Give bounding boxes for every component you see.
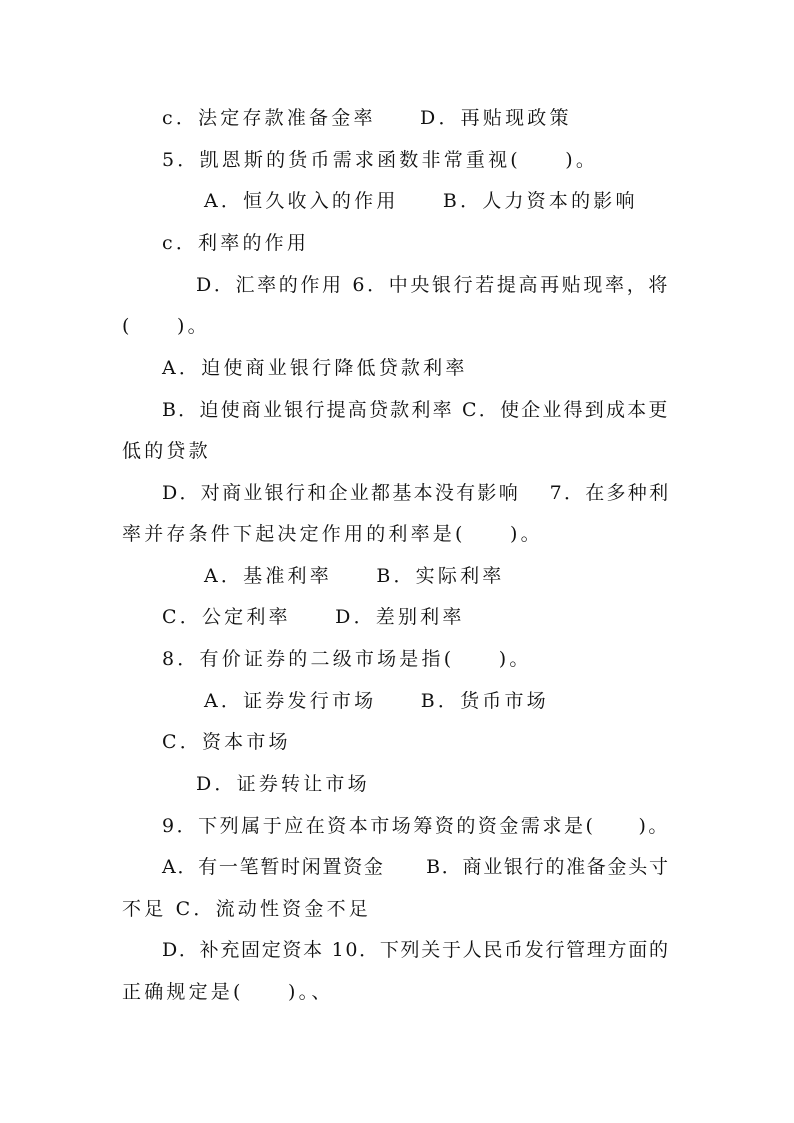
text-line-6: ( )。 — [122, 315, 210, 337]
text-line-19: A．有一笔暂时闲置资金 B．商业银行的准备金头寸 — [162, 856, 670, 878]
text-line-5: D．汇率的作用 6．中央银行若提高再贴现率，将 — [196, 274, 670, 296]
text-line-4: c．利率的作用 — [162, 232, 310, 254]
text-line-17: D．证券转让市场 — [196, 773, 370, 795]
text-line-3: A．恒久收入的作用 B．人力资本的影响 — [204, 190, 638, 212]
text-line-11: 率并存条件下起决定作用的利率是( )。 — [122, 523, 543, 545]
text-line-16: C．资本市场 — [162, 731, 291, 753]
text-line-13: C．公定利率 D．差别利率 — [162, 606, 465, 628]
text-line-14: 8．有价证券的二级市场是指( )。 — [162, 648, 532, 670]
text-line-8: B．迫使商业银行提高贷款利率 C．使企业得到成本更 — [162, 399, 670, 421]
text-line-7: A．迫使商业银行降低贷款利率 — [162, 357, 468, 379]
text-line-21: D．补充固定资本 10．下列关于人民币发行管理方面的 — [162, 939, 670, 961]
text-line-15: A．证券发行市场 B．货币市场 — [204, 690, 549, 712]
text-line-22: 正确规定是( )。、 — [122, 981, 334, 1003]
text-line-2: 5．凯恩斯的货币需求函数非常重视( )。 — [162, 149, 599, 171]
text-line-10: D．对商业银行和企业都基本没有影响 7．在多种利 — [162, 482, 671, 504]
text-line-12: A．基准利率 B．实际利率 — [204, 565, 505, 587]
text-line-18: 9．下列属于应在资本市场筹资的资金需求是( )。 — [162, 815, 670, 837]
text-line-1: c．法定存款准备金率 D．再贴现政策 — [162, 107, 572, 129]
text-line-20: 不足 C．流动性资金不足 — [122, 898, 371, 920]
text-line-9: 低的贷款 — [122, 440, 211, 462]
